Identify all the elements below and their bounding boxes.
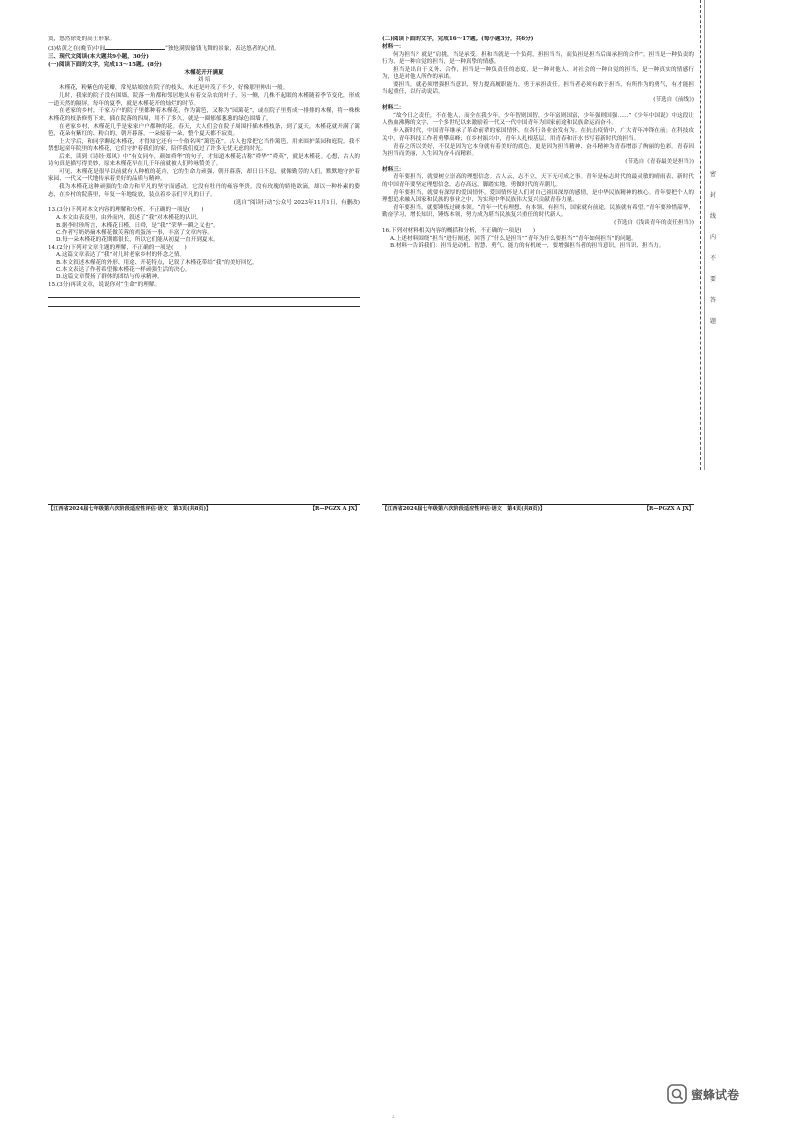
binding-char: 内 xyxy=(710,234,717,241)
article-paragraph: 木槿花，粉紫色的花瓣，常见姑娘放在院子的枝头，木还是叶茂了不少，好像那里伸出一般。 xyxy=(59,85,289,92)
brand-name: 蜜蜂试卷 xyxy=(691,1087,740,1102)
footer-code: 【R—PGZX A JX】 xyxy=(309,506,360,512)
material-paragraph: 青年要担当，就要有深厚的爱国情怀。爱国情怀是人们对自己祖国深厚的感情，是中华民族精神的核心。青年要把个人的理想追求融入国家和民族的事业之中，为实现中华民族伟大复兴贡献青春力量。 xyxy=(382,189,694,203)
footer-code: 【R—PGZX A JX】 xyxy=(643,506,694,512)
material-3-title: 材料三： xyxy=(382,166,405,173)
article-paragraph: 可见，木槿花是很早以前就有人种植的花卉，它的生命力顽强，朝开暮落，却日日不息，就像勤劳的人们，默默地守护着家园，一代又一代地传承着美好的品质与精神。 xyxy=(48,169,360,183)
right-column xyxy=(382,36,694,516)
article-paragraph: 在老家乡村，木槿花几乎是家家户户都种的花。春天，大人们会在院子周围扦插木槿枝条，到了夏天，木槿花就开满了篱笆，花朵有紫红的、粉白的，朝开暮落，一朵接着一朵，整个夏天都不寂寞。 xyxy=(48,123,360,137)
intro-line-2-tail: “独怆满鬓偷钱飞舞的景象，表达悠者的心情。 xyxy=(165,45,280,52)
answer-line[interactable] xyxy=(48,290,360,298)
q14-option-b[interactable]: B.本文叙述木槿花的外形、用途、开花特点，记叙了木槿花带给“我”的美好回忆。 xyxy=(56,259,258,266)
question-15-stem: 15.(3分)再读文章，说说你对“生命”的理解。 xyxy=(48,281,161,288)
material-paragraph: 担当是出自于义务、合作，担当是一种负责任的态度，是一种对他人、对社会的一种自觉的担当，是一种真实的情感行为，也是对他人所作的承诺。 xyxy=(382,66,694,81)
binding-char: 要 xyxy=(710,276,717,283)
brand-watermark xyxy=(667,1084,739,1104)
material-1-source: (节选自《前线》) xyxy=(653,97,694,104)
binding-char: 线 xyxy=(710,213,717,220)
intro-line-1: 寞，悠然徐处的高士形象。 xyxy=(48,36,116,42)
binding-char: 密 xyxy=(710,171,717,178)
material-paragraph: “故今日之责任，不在他人，而全在我少年。少年智则国智，少年富则国富，少年强则国强……”《少年中国说》中这段让人热血沸腾的文字，一个多世纪以来激励着一代又一代中国青年为国家前途和民族命运而奋斗。 xyxy=(382,113,694,127)
exam-sheet xyxy=(48,36,694,516)
q14-option-a[interactable]: A.这篇文章表达了“我”对儿时老家乡村的怀念之情。 xyxy=(56,252,186,259)
q13-option-c[interactable]: C.作者写奶奶摘木槿花做芙蓉的鸡蛋汤一事，丰富了文章内容。 xyxy=(56,229,213,236)
q13-option-b[interactable]: B.据李时珍所言，木槿花日槿，日舜，是“我”“荣华一瞬之义也”。 xyxy=(56,222,219,229)
material-paragraph: 青年要担当，就要树立崇高的理想信念。古人云，志不立，天下无可成之事。青年是标志时代的最灵敏的晴雨表，新时代的中国青年要坚定理想信念，志存高远，脚踏实地，勇做时代的弄潮儿。 xyxy=(382,174,694,188)
question-14-stem: 14.(2分)下列对文章主题的理解，不正确的一项是( ) xyxy=(48,244,187,251)
section-title: 三、现代文阅读(本大题共9小题，30分) xyxy=(48,53,149,60)
material-paragraph: 青年要担当，就要锤炼过硬本领。“青年一代有理想、有本领、有担当，国家就有前途，民族就有希望。”青年要珍惜韶华，勤奋学习，增长知识，锤炼本领，努力成为堪当民族复兴重任的时代新人。 xyxy=(382,204,694,219)
intro-line-2-head: (3)枯黄之在(晚节)中间 xyxy=(48,45,106,52)
material-paragraph: 步入新时代，中国青年继承了革命前辈的家国情怀，在各行各业奋发有为。在抗击疫情中，广大青年冲锋在前；在科技攻关中，青年科技工作者勇攀高峰；在乡村振兴中，青年人扎根基层，用青春和汗水书写着新时代的担当。 xyxy=(382,128,694,142)
left-column xyxy=(48,36,360,516)
q14-option-d[interactable]: D.这篇文章赞扬了群体的团结与传承精神。 xyxy=(56,274,163,281)
binding-char: 封 xyxy=(710,192,717,199)
material-paragraph: 青春之所以美好，不仅是因为它本身就有着美好的底色，更是因为担当精神、奋斗精神为青春增添了绚丽的色彩。青春因为担当而美丽，人生因为奋斗而精彩。 xyxy=(382,143,694,157)
question-16-stem: 16.下列对材料相关内容的概括和分析，不正确的一项是( ) xyxy=(382,227,536,234)
article-paragraph: 儿时，我家的院子没有围墙，院落一角都和邻居地头有着交杂农的叶子，另一侧，几株不起眼的木槿随着季节变化，形成一道天然的隔屏。每年的夏季，就是木槿花开的灿烂的时节。 xyxy=(48,93,360,107)
intro-line-2 xyxy=(48,44,360,53)
page-footer-left xyxy=(48,504,360,513)
q13-option-d[interactable]: D.每一朵木槿花的花期都很长，所以它们能从初夏一直开到夏末。 xyxy=(56,237,219,244)
footer-exam-info: 【江西省2024届七年级第六次阶段适应性评估·语文 第3页(共8页)】 xyxy=(48,506,212,512)
page-footer-right xyxy=(382,504,694,513)
page-number: 2 xyxy=(392,1114,395,1119)
article-paragraph: 我为木槿花这种顽强的生命力和平凡的坚守而感动。它没有牡丹的雍容华贵，没有玫瑰的娇艳欲滴，却以一种朴素的姿态，在乡村的院落里，年复一年地绽放，装点着乡亲们平凡的日子。 xyxy=(48,184,360,198)
q14-option-c[interactable]: C.本文表达了作者希望像木槿花一样顽强生活的决心。 xyxy=(56,267,191,273)
binding-margin xyxy=(694,0,794,1123)
binding-solid-line xyxy=(704,0,705,470)
material-3-source: (节选自《浅谈青年的责任担当》) xyxy=(614,220,694,227)
footer-exam-info: 【江西省2024届七年级第六次阶段适应性评估·语文 第4页(共8页)】 xyxy=(382,506,546,512)
q16-option-b[interactable]: B.材料一告诉我们：担当是动机、智慧、勇气、能力的有机统一，要增强担当者的担当意识，担当识、担当力。 xyxy=(390,243,665,250)
binding-warning-text xyxy=(710,170,718,338)
article-paragraph: 在老家的乡村，千家万户的院子里都种着木槿花，作为篱笆，又称为“园篱花”，或在院子里剪成一排排的木槿，将一株株木槿花的枝条修剪下来，插在院落的四周，用不了多久，就是一圈郁郁葱葱的绿色围墙了。 xyxy=(48,108,360,122)
article-author: 刘 培 xyxy=(197,77,211,84)
source-note: (选自“阅读行动”公众号 2023年11月1日，有删改) xyxy=(233,199,360,206)
question-13-stem: 13.(3分)下列对本文内容的理解和分析，不正确的一项是( ) xyxy=(48,207,204,214)
binding-char: 不 xyxy=(710,255,717,262)
material-paragraph: 要担当，就必须增强担当意识，努力提高履职能力，勇于承担责任。担当者必须有敢于担当，有所作为的勇气，有才能担当起重任，以行动说话。 xyxy=(382,82,694,96)
brand-logo-icon xyxy=(667,1084,687,1104)
subsection-title: (一)阅读下面的文字，完成13～15题。(8分) xyxy=(48,61,162,68)
material-2-title: 材料二： xyxy=(382,105,405,112)
material-paragraph: 何为担当？就是“肩挑，当是承受。担和当就是一个负荷，担担当当，而负担是担当后面承担的合作”。担当是一种负责的行为，是一种自觉的担当，是一种真挚的情感。 xyxy=(382,51,694,66)
article-paragraph: 上大学后，和同学聊起木槿花，才得知它还有一个俗名叫“篱笆花”。古人也常把它当作篱笆，用来围护菜园和庭院。我不禁想起童年院里的木槿花，它们守护着我们的家，陪伴我们度过了许多无忧无虑的时光。 xyxy=(48,138,360,153)
answer-blank[interactable] xyxy=(105,44,165,50)
binding-char: 答 xyxy=(710,297,717,304)
binding-char: 题 xyxy=(710,318,717,325)
q13-option-a[interactable]: A.本文由表及里，由外而内，叙述了“我”对木槿花的认识。 xyxy=(56,215,202,222)
material-1-title: 材料一： xyxy=(382,43,405,50)
answer-line[interactable] xyxy=(48,299,360,307)
section-title-2: (二)阅读下面的文字，完成16～17题。(每小题3分，共6分) xyxy=(382,36,534,42)
binding-dashed-line xyxy=(700,0,701,470)
material-2-source: (节选自《青春最美是担当》) xyxy=(625,158,694,165)
q16-option-a[interactable]: A.上述材料围绕“担当”进行阐述，回答了“什么是担当”“青年为什么要担当”“青年如何担当”的问题。 xyxy=(390,235,637,242)
article-title: 木槿花开开满夏 xyxy=(184,69,224,76)
article-paragraph: 后来，读到《诗经·郑风》中“有女同车，颜如舜华”的句子，才知道木槿花古称“舜华”“舜英”，就是木槿花。心想，古人的诗句真是描写得美妙，原来木槿花早在几千年前就被人们吟咏赞美了。 xyxy=(48,153,360,168)
